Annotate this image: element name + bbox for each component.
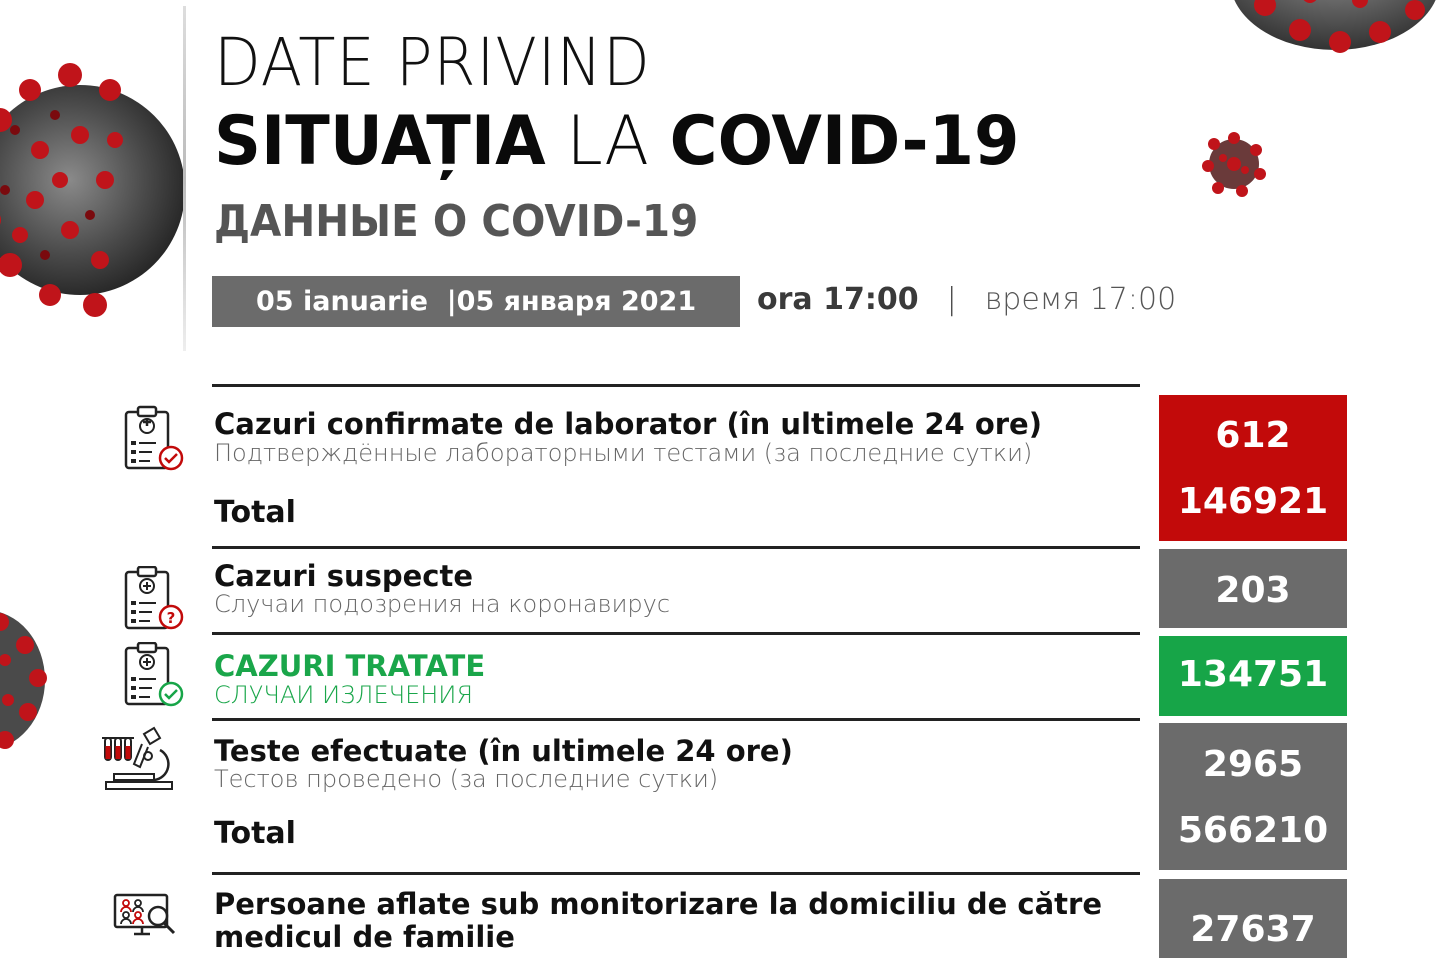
row-divider [212,872,1140,875]
row-divider [212,384,1140,387]
confirmed-24h-value: 612 [1215,415,1291,456]
row-divider [212,632,1140,635]
row-divider [212,546,1140,549]
clipboard-check-green-icon [122,642,184,708]
header-divider [183,6,186,351]
confirmed-value-box [1159,395,1347,541]
time-ru: время 17:00 [984,282,1177,317]
treated-value-box [1159,636,1347,716]
treated-title: CAZURI TRATATE [214,649,486,683]
clipboard-question-icon [122,566,184,630]
tests-title: Teste efectuate (în ultimele 24 ore) [214,734,793,768]
suspect-value-box [1159,549,1347,628]
tests-total-value: 566210 [1177,810,1329,851]
clipboard-check-icon [122,404,184,472]
microscope-test-tubes-icon [102,726,182,798]
suspect-value: 203 [1215,570,1291,611]
confirmed-total-label: Total [214,495,296,530]
tests-value-box [1159,723,1347,870]
time-separator: | [946,282,957,317]
row-divider [212,718,1140,721]
virus-decoration-icon [0,20,190,340]
suspect-subtitle: Случаи подозрения на коронавирус [214,590,671,618]
confirmed-total-value: 146921 [1177,481,1329,522]
tests-total-label: Total [214,816,296,851]
monitoring-title-line1: Persoane aflate sub monitorizare la domiciliu de către [214,887,1102,921]
tests-24h-value: 2965 [1202,744,1304,785]
title-bold-situatia: SITUAȚIA [214,102,546,181]
monitor-people-search-icon [112,892,180,938]
date-text: 05 ianuarie |05 января 2021 [256,286,697,317]
confirmed-subtitle: Подтверждённые лабораторными тестами (за последние сутки) [214,439,1033,467]
virus-decoration-icon [0,600,60,760]
title-light-la: LA [566,102,649,181]
virus-decoration-icon [1210,0,1437,70]
svg-text:?: ? [166,609,176,627]
suspect-title: Cazuri suspecte [214,559,474,593]
title-line-1: DATE PRIVIND [214,24,651,101]
title-bold-covid: COVID-19 [669,102,1020,181]
virus-decoration-icon [1198,128,1270,200]
treated-value: 134751 [1177,654,1329,695]
date-bar [212,276,740,327]
tests-subtitle: Тестов проведено (за последние сутки) [214,765,719,793]
treated-subtitle: СЛУЧАИ ИЗЛЕЧЕНИЯ [214,681,474,709]
time-info [757,282,1176,317]
monitoring-title-line2: medicul de familie [214,920,515,954]
monitoring-value: 27637 [1190,909,1316,950]
monitoring-value-box [1159,879,1347,958]
title-line-2 [214,102,1020,181]
title-russian: ДАННЫЕ О COVID-19 [214,196,699,247]
time-ro: ora 17:00 [757,282,919,317]
confirmed-title: Cazuri confirmate de laborator (în ultimele 24 ore) [214,407,1042,441]
